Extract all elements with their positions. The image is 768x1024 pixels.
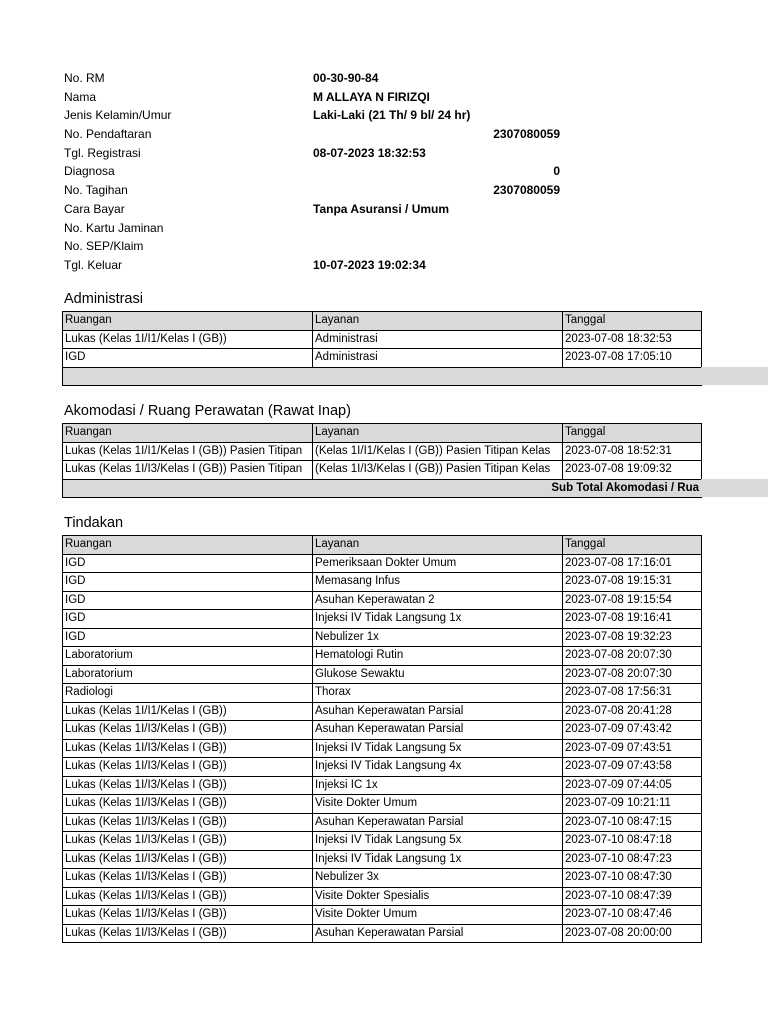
table-cell: Lukas (Kelas 1I/I3/Kelas I (GB)) [63, 906, 313, 925]
table-cell: 2023-07-08 20:07:30 [563, 647, 702, 666]
table-cell: Asuhan Keperawatan Parsial [313, 813, 563, 832]
table-cell: Injeksi IV Tidak Langsung 1x [313, 850, 563, 869]
table-row [63, 330, 702, 349]
table-cell: 2023-07-08 18:52:31 [563, 442, 702, 461]
table-row [63, 610, 702, 629]
table-cell: Lukas (Kelas 1I/I3/Kelas I (GB)) [63, 832, 313, 851]
table-cell: Injeksi IV Tidak Langsung 5x [313, 832, 563, 851]
table-cell: Injeksi IV Tidak Langsung 4x [313, 758, 563, 777]
info-value: 08-07-2023 18:32:53 [313, 145, 426, 160]
table-cell: Pemeriksaan Dokter Umum [313, 554, 563, 573]
table-cell: Lukas (Kelas 1I/I3/Kelas I (GB)) [63, 795, 313, 814]
table-cell: 2023-07-08 18:32:53 [563, 330, 702, 349]
info-label: Nama [64, 89, 97, 104]
table-cell: 2023-07-10 08:47:30 [563, 869, 702, 888]
column-header: Ruangan [63, 312, 313, 331]
table-cell: Lukas (Kelas 1I/I3/Kelas I (GB)) [63, 721, 313, 740]
info-label: Tgl. Registrasi [64, 145, 141, 160]
table-row [63, 906, 702, 925]
table-row [63, 924, 702, 943]
column-header: Tanggal [563, 312, 702, 331]
table-cell: Nebulizer 1x [313, 628, 563, 647]
info-value: M ALLAYA N FIRIZQI [313, 89, 430, 104]
table-row [63, 702, 702, 721]
column-header: Tanggal [563, 424, 702, 443]
administrasi-table [62, 311, 702, 386]
info-value: 00-30-90-84 [313, 71, 379, 85]
overflow-fill [701, 367, 768, 385]
table-cell: Lukas (Kelas 1I/I1/Kelas I (GB)) [63, 702, 313, 721]
table-cell: IGD [63, 628, 313, 647]
section-title-tindakan: Tindakan [64, 515, 124, 531]
table-cell: 2023-07-09 07:43:58 [563, 758, 702, 777]
table-cell: Lukas (Kelas 1I/I1/Kelas I (GB)) Pasien Titipan [63, 442, 313, 461]
table-cell: Asuhan Keperawatan Parsial [313, 702, 563, 721]
table-cell: (Kelas 1I/I3/Kelas I (GB)) Pasien Titipan Kelas [313, 461, 563, 480]
table-cell: 2023-07-10 08:47:18 [563, 832, 702, 851]
table-header-row [63, 424, 702, 443]
table-row [63, 591, 702, 610]
table-cell: Injeksi IV Tidak Langsung 1x [313, 610, 563, 629]
table-cell: Thorax [313, 684, 563, 703]
table-cell: 2023-07-09 07:43:42 [563, 721, 702, 740]
table-row [63, 739, 702, 758]
table-row [63, 461, 702, 480]
table-cell: Visite Dokter Umum [313, 906, 563, 925]
info-row-tgl-registrasi [64, 144, 564, 163]
table-cell: Lukas (Kelas 1I/I3/Kelas I (GB)) [63, 758, 313, 777]
info-label: No. Pendaftaran [64, 127, 152, 142]
tindakan-table [62, 535, 702, 943]
table-row [63, 813, 702, 832]
table-cell: 2023-07-10 08:47:23 [563, 850, 702, 869]
table-cell: 2023-07-08 19:15:31 [563, 573, 702, 592]
table-cell: Radiologi [63, 684, 313, 703]
info-row-no-tagihan [64, 181, 564, 200]
table-cell: Injeksi IV Tidak Langsung 5x [313, 739, 563, 758]
table-cell: Glukose Sewaktu [313, 665, 563, 684]
table-row [63, 795, 702, 814]
table-cell: Lukas (Kelas 1I/I3/Kelas I (GB)) [63, 739, 313, 758]
table-cell: Asuhan Keperawatan Parsial [313, 924, 563, 943]
table-cell: Laboratorium [63, 665, 313, 684]
table-cell: 2023-07-08 19:15:54 [563, 591, 702, 610]
column-header: Layanan [313, 424, 563, 443]
info-value: 2307080059 [493, 183, 560, 198]
table-row [63, 628, 702, 647]
info-label: No. SEP/Klaim [64, 239, 144, 254]
info-row-no-pendaftaran [64, 125, 564, 144]
section-title-akomodasi: Akomodasi / Ruang Perawatan (Rawat Inap) [64, 403, 351, 419]
tindakan-rows [63, 554, 702, 943]
table-row [63, 684, 702, 703]
table-cell: 2023-07-09 07:43:51 [563, 739, 702, 758]
table-cell: Lukas (Kelas 1I/I3/Kelas I (GB)) [63, 813, 313, 832]
table-cell: 2023-07-08 17:05:10 [563, 349, 702, 368]
table-row [63, 869, 702, 888]
info-row-no-sep [64, 237, 564, 256]
table-cell: Lukas (Kelas 1I/I3/Kelas I (GB)) [63, 887, 313, 906]
info-label: Tgl. Keluar [64, 257, 123, 272]
table-cell: 2023-07-08 20:07:30 [563, 665, 702, 684]
table-row [63, 832, 702, 851]
table-cell: 2023-07-08 20:00:00 [563, 924, 702, 943]
table-cell: Visite Dokter Spesialis [313, 887, 563, 906]
info-row-no-rm [64, 69, 564, 88]
table-cell: Lukas (Kelas 1I/I1/Kelas I (GB)) [63, 330, 313, 349]
table-cell: Visite Dokter Umum [313, 795, 563, 814]
table-cell: Asuhan Keperawatan 2 [313, 591, 563, 610]
table-cell: 2023-07-09 10:21:11 [563, 795, 702, 814]
subtotal-row [63, 479, 702, 498]
info-row-cara-bayar [64, 200, 564, 219]
info-row-diagnosa [64, 162, 564, 181]
table-row [63, 850, 702, 869]
subtotal-cell [63, 367, 702, 386]
table-cell: 2023-07-08 20:41:28 [563, 702, 702, 721]
table-cell: (Kelas 1I/I1/Kelas I (GB)) Pasien Titipan Kelas [313, 442, 563, 461]
table-cell: 2023-07-09 07:44:05 [563, 776, 702, 795]
info-label: No. Kartu Jaminan [64, 220, 164, 235]
table-cell: Laboratorium [63, 647, 313, 666]
info-value: 2307080059 [493, 127, 560, 142]
table-row [63, 665, 702, 684]
table-cell: IGD [63, 591, 313, 610]
table-cell: Lukas (Kelas 1I/I3/Kelas I (GB)) [63, 869, 313, 888]
table-cell: IGD [63, 610, 313, 629]
info-value: Tanpa Asuransi / Umum [313, 201, 450, 216]
info-value: 10-07-2023 19:02:34 [313, 257, 426, 272]
table-cell: Administrasi [313, 330, 563, 349]
table-cell: 2023-07-08 19:16:41 [563, 610, 702, 629]
column-header: Layanan [313, 312, 563, 331]
column-header: Tanggal [563, 536, 702, 555]
table-cell: Lukas (Kelas 1I/I3/Kelas I (GB)) [63, 850, 313, 869]
table-cell: Lukas (Kelas 1I/I3/Kelas I (GB)) Pasien Titipan [63, 461, 313, 480]
table-row [63, 721, 702, 740]
info-row-nama [64, 88, 564, 107]
table-row [63, 554, 702, 573]
table-header-row [63, 312, 702, 331]
table-cell: Hematologi Rutin [313, 647, 563, 666]
table-row [63, 442, 702, 461]
subtotal-label: Sub Total Akomodasi / Rua [63, 479, 702, 498]
table-cell: Lukas (Kelas 1I/I3/Kelas I (GB)) [63, 776, 313, 795]
column-header: Layanan [313, 536, 563, 555]
table-cell: Asuhan Keperawatan Parsial [313, 721, 563, 740]
table-cell: 2023-07-08 19:32:23 [563, 628, 702, 647]
info-label: Jenis Kelamin/Umur [64, 108, 172, 123]
table-cell: 2023-07-10 08:47:15 [563, 813, 702, 832]
info-label: No. Tagihan [64, 183, 128, 198]
table-cell: IGD [63, 349, 313, 368]
table-row [63, 573, 702, 592]
info-value: 0 [553, 164, 560, 179]
table-cell: 2023-07-08 17:56:31 [563, 684, 702, 703]
info-row-jenis-kelamin [64, 106, 564, 125]
table-row [63, 887, 702, 906]
table-cell: IGD [63, 554, 313, 573]
table-cell: Memasang Infus [313, 573, 563, 592]
table-header-row [63, 536, 702, 555]
table-row [63, 776, 702, 795]
overflow-fill [701, 479, 768, 497]
info-row-tgl-keluar [64, 256, 564, 275]
table-cell: Lukas (Kelas 1I/I3/Kelas I (GB)) [63, 924, 313, 943]
table-cell: Injeksi IC 1x [313, 776, 563, 795]
info-label: Diagnosa [64, 164, 115, 179]
table-row [63, 647, 702, 666]
table-row [63, 758, 702, 777]
info-value: Laki-Laki (21 Th/ 9 bl/ 24 hr) [313, 108, 471, 123]
table-cell: 2023-07-08 17:16:01 [563, 554, 702, 573]
table-cell: Administrasi [313, 349, 563, 368]
table-cell: Nebulizer 3x [313, 869, 563, 888]
info-label: No. RM [64, 71, 105, 85]
info-label: Cara Bayar [64, 201, 125, 216]
table-cell: IGD [63, 573, 313, 592]
akomodasi-table [62, 423, 702, 498]
info-row-no-kartu [64, 219, 564, 238]
table-cell: 2023-07-10 08:47:39 [563, 887, 702, 906]
table-row [63, 349, 702, 368]
column-header: Ruangan [63, 424, 313, 443]
table-cell: 2023-07-08 19:09:32 [563, 461, 702, 480]
section-title-administrasi: Administrasi [64, 291, 143, 307]
table-cell: 2023-07-10 08:47:46 [563, 906, 702, 925]
patient-info [64, 69, 564, 275]
subtotal-row [63, 367, 702, 386]
column-header: Ruangan [63, 536, 313, 555]
